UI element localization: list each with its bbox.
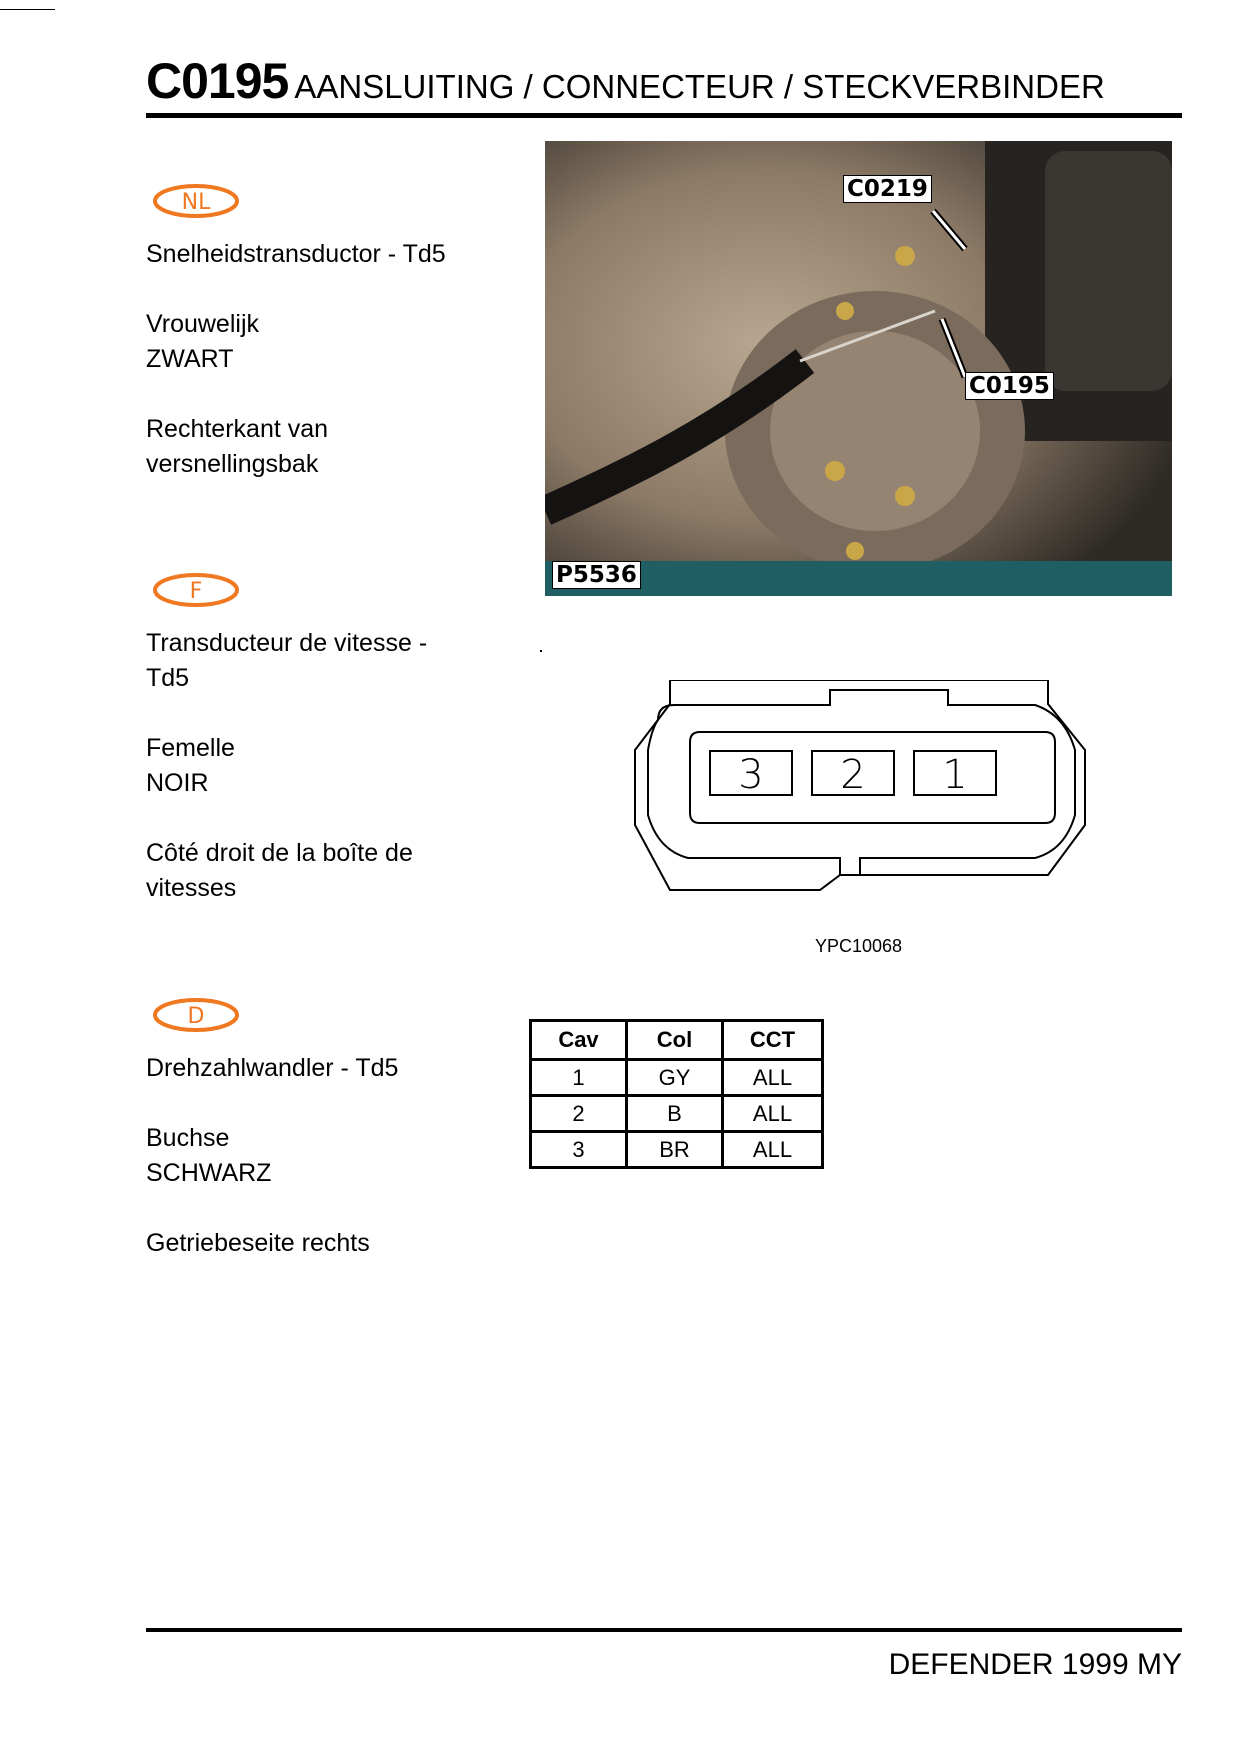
cell-cav: 3 <box>531 1132 627 1168</box>
section-f <box>146 572 546 906</box>
nl-language-badge <box>152 183 240 219</box>
stray-mark <box>540 650 542 652</box>
f-component-name-1: Transducteur de vitesse - <box>146 629 428 657</box>
cell-cct: ALL <box>723 1096 823 1132</box>
table-row <box>531 1096 823 1132</box>
cell-cav: 2 <box>531 1096 627 1132</box>
section-d <box>146 997 546 1261</box>
f-language-badge <box>152 572 240 608</box>
nl-color: ZWART <box>146 345 234 373</box>
d-color: SCHWARZ <box>146 1159 272 1187</box>
corner-rule <box>0 9 55 10</box>
header-cav: Cav <box>531 1021 627 1060</box>
photo-label-c0195: C0195 <box>965 372 1054 400</box>
connector-code: C0195 <box>146 53 289 109</box>
f-component-name-2: Td5 <box>146 664 190 692</box>
d-location-1: Getriebeseite rechts <box>146 1229 370 1257</box>
photo-id-label: P5536 <box>552 561 641 589</box>
d-badge-label: D <box>187 1004 205 1029</box>
pin-table <box>529 1019 824 1169</box>
cell-cct: ALL <box>723 1060 823 1096</box>
pin-table-header <box>531 1021 823 1060</box>
nl-location-1: Rechterkant van <box>146 415 329 443</box>
connector-face-diagram <box>630 680 1110 920</box>
page-header <box>146 52 1182 112</box>
d-language-badge <box>152 997 240 1033</box>
nl-location-2: versnellingsbak <box>146 450 319 478</box>
f-badge-label: F <box>189 579 203 604</box>
header-col: Col <box>627 1021 723 1060</box>
nl-component-name: Snelheidstransductor - Td5 <box>146 240 446 268</box>
table-row <box>531 1132 823 1168</box>
figure-reference: YPC10068 <box>815 936 903 956</box>
pin-label-2: 2 <box>840 752 866 798</box>
page-title: AANSLUITING / CONNECTEUR / STECKVERBINDER <box>294 68 1105 105</box>
cell-cct: ALL <box>723 1132 823 1168</box>
nl-badge-label: NL <box>181 190 211 215</box>
engine-bay-photo <box>545 141 1172 596</box>
header-rule <box>146 113 1182 118</box>
header-cct: CCT <box>723 1021 823 1060</box>
table-row <box>531 1060 823 1096</box>
pin-label-1: 1 <box>942 752 968 798</box>
pin-label-3: 3 <box>738 752 764 798</box>
cell-col: GY <box>627 1060 723 1096</box>
f-color: NOIR <box>146 769 209 797</box>
footer-rule <box>146 1628 1182 1632</box>
cell-cav: 1 <box>531 1060 627 1096</box>
d-gender: Buchse <box>146 1124 230 1152</box>
f-gender: Femelle <box>146 734 235 762</box>
nl-gender: Vrouwelijk <box>146 310 260 338</box>
section-nl <box>146 183 546 482</box>
cell-col: BR <box>627 1132 723 1168</box>
d-component-name: Drehzahlwandler - Td5 <box>146 1054 399 1082</box>
photo-label-c0219: C0219 <box>843 175 932 203</box>
f-location-2: vitesses <box>146 874 237 902</box>
f-location-1: Côté droit de la boîte de <box>146 839 413 867</box>
footer-model: DEFENDER 1999 MY <box>888 1648 1182 1681</box>
location-photo <box>545 141 1172 596</box>
cell-col: B <box>627 1096 723 1132</box>
